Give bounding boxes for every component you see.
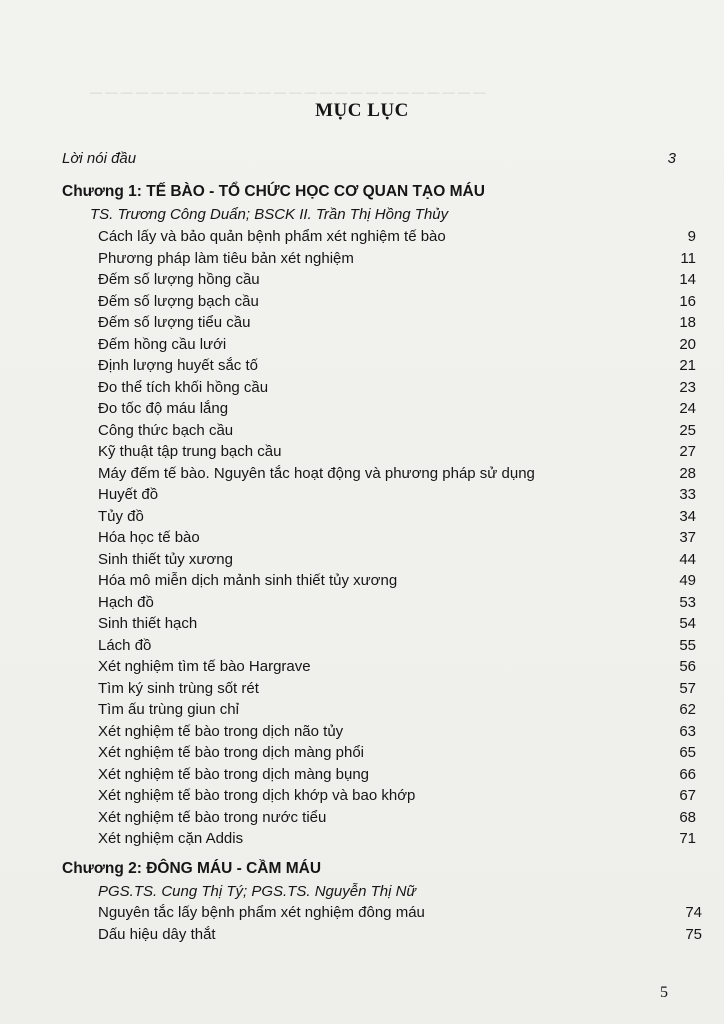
toc-entry-page: 9 bbox=[687, 228, 696, 245]
toc-entry-title: Xét nghiệm tế bào trong dịch màng phổi bbox=[98, 744, 365, 761]
toc-entry-page: 55 bbox=[679, 637, 696, 654]
toc-entry-title: Định lượng huyết sắc tố bbox=[98, 357, 258, 374]
bleed-through-decoration: — — — — — — — — — — — — — — — — — — — — — — — — — — bbox=[90, 85, 486, 99]
toc-entry-page: 63 bbox=[679, 723, 696, 740]
toc-entry-page: 27 bbox=[679, 443, 696, 460]
toc-entry-title: Đo thể tích khối hồng cầu bbox=[98, 379, 269, 396]
page-number: 5 bbox=[660, 984, 668, 1001]
toc-entry-page: 20 bbox=[679, 336, 696, 353]
toc-entry-page: 21 bbox=[679, 357, 696, 374]
toc-entry-title: Nguyên tắc lấy bệnh phẩm xét nghiệm đông máu bbox=[98, 904, 425, 921]
toc-entry-page: 33 bbox=[679, 486, 696, 503]
toc-entry-title: Dấu hiệu dây thắt bbox=[98, 926, 216, 943]
toc-entry-title: Hóa học tế bào bbox=[98, 529, 200, 546]
toc-entry-title: Hóa mô miễn dịch mảnh sinh thiết tủy xương bbox=[98, 572, 398, 589]
toc-entry-title: Phương pháp làm tiêu bản xét nghiệm bbox=[98, 250, 354, 267]
toc-entry-page: 71 bbox=[679, 830, 696, 847]
toc-entry-page: 44 bbox=[679, 551, 696, 568]
toc-entry-page: 14 bbox=[679, 271, 696, 288]
toc-entry-page: 53 bbox=[679, 594, 696, 611]
toc-entry-page: 49 bbox=[679, 572, 696, 589]
toc-entry-title: Chương 2: ĐÔNG MÁU - CẦM MÁU bbox=[62, 860, 322, 877]
toc-entry-title: Đo tốc độ máu lắng bbox=[98, 400, 229, 417]
toc-entry-page: 37 bbox=[679, 529, 696, 546]
toc-entry-title: Chương 1: TẾ BÀO - TỔ CHỨC HỌC CƠ QUAN TẠO MÁU bbox=[62, 183, 485, 200]
toc-entry-page: 62 bbox=[679, 701, 696, 718]
toc-entry-page: 74 bbox=[685, 904, 702, 921]
toc-entry-title: Xét nghiệm tế bào trong dịch khớp và bao khớp bbox=[98, 787, 416, 804]
toc-entry-title: Hạch đồ bbox=[98, 594, 154, 611]
toc-entry-title: Xét nghiệm tế bào trong dịch não tủy bbox=[98, 723, 344, 740]
toc-entry-title: Cách lấy và bảo quản bệnh phẩm xét nghiệm tế bào bbox=[98, 228, 446, 245]
toc-entry-page: 75 bbox=[685, 926, 702, 943]
toc-entry-page: 18 bbox=[679, 314, 696, 331]
toc-entry-title: Sinh thiết tủy xương bbox=[98, 551, 233, 568]
toc-entry-page: 3 bbox=[667, 150, 676, 167]
toc-entry-title: Xét nghiệm tế bào trong nước tiểu bbox=[98, 809, 327, 826]
toc-entry-title: Tìm ký sinh trùng sốt rét bbox=[98, 680, 259, 697]
toc-entry-page: 57 bbox=[679, 680, 696, 697]
toc-entry-title: Sinh thiết hạch bbox=[98, 615, 198, 632]
toc-entry-page: 65 bbox=[679, 744, 696, 761]
toc-entry-title: Lời nói đầu bbox=[62, 150, 137, 167]
toc-entry-page: 66 bbox=[679, 766, 696, 783]
toc-entry-page: 34 bbox=[679, 508, 696, 525]
toc-entry-title: Đếm số lượng bạch cầu bbox=[98, 293, 259, 310]
toc-entry-title: Xét nghiệm cặn Addis bbox=[98, 830, 244, 847]
toc-entry-page: 16 bbox=[679, 293, 696, 310]
toc-entry-page: 56 bbox=[679, 658, 696, 675]
toc-entry-title: Huyết đồ bbox=[98, 486, 159, 503]
toc-entry-title: Đếm hồng cầu lưới bbox=[98, 336, 227, 353]
toc-entry-title: Xét nghiệm tế bào trong dịch màng bụng bbox=[98, 766, 370, 783]
toc-entry-title: Tủy đồ bbox=[98, 508, 144, 525]
toc-entry-page: 24 bbox=[679, 400, 696, 417]
toc-entry-title: TS. Trương Công Duẩn; BSCK II. Trần Thị Hồng Thủy bbox=[90, 206, 449, 223]
toc-entry-page: 54 bbox=[679, 615, 696, 632]
toc-entry-page: 25 bbox=[679, 422, 696, 439]
toc-entry-title: Đếm số lượng tiểu cầu bbox=[98, 314, 251, 331]
page-title: MỤC LỤC bbox=[315, 100, 409, 121]
toc-entry-title: Đếm số lượng hồng cầu bbox=[98, 271, 260, 288]
toc-entry-title: Tìm ấu trùng giun chỉ bbox=[98, 701, 239, 718]
toc-entry-title: Kỹ thuật tập trung bạch cầu bbox=[98, 443, 282, 460]
toc-entry-page: 11 bbox=[680, 250, 696, 267]
toc-entry-page: 68 bbox=[679, 809, 696, 826]
toc-entry-page: 28 bbox=[679, 465, 696, 482]
toc-entry-title: Công thức bạch cầu bbox=[98, 422, 234, 439]
toc-entry-title: Lách đồ bbox=[98, 637, 152, 654]
toc-entry-page: 67 bbox=[679, 787, 696, 804]
toc-entry-title: Máy đếm tế bào. Nguyên tắc hoạt động và phương pháp sử dụng bbox=[98, 465, 535, 482]
toc-entry-title: Xét nghiệm tìm tế bào Hargrave bbox=[98, 658, 311, 675]
toc-entry-page: 23 bbox=[679, 379, 696, 396]
toc-entry-title: PGS.TS. Cung Thị Tý; PGS.TS. Nguyễn Thị Nữ bbox=[98, 883, 416, 900]
